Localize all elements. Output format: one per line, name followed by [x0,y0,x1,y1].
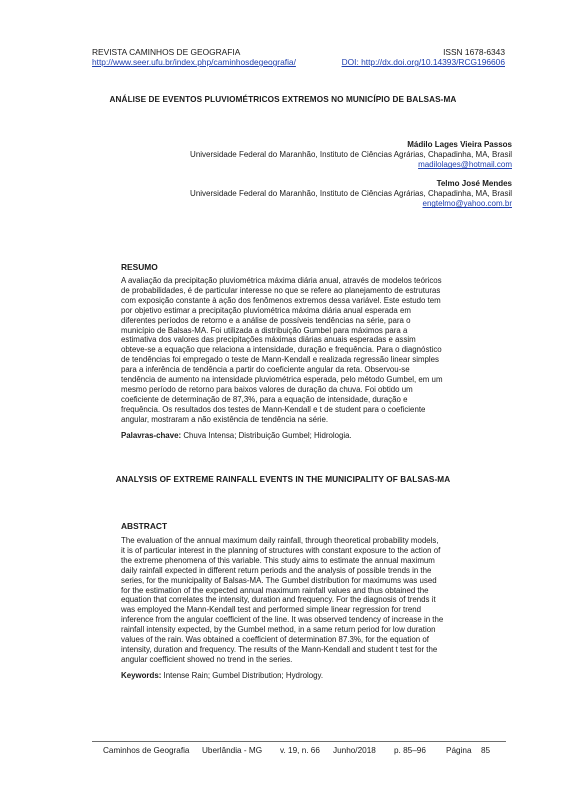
text-line: was employed the Mann-Kendall test and performed simple linear regression for trend [121,605,421,615]
text-line: series, for the municipality of Balsas-MA. The Gumbel distribution for maximums was used [121,575,437,585]
abstract-keywords [121,671,513,681]
text-line: A avaliação da precipitação pluviométrica máxima diária anual, através de modelos teóricos [121,276,442,285]
text-line: equation that correlates the intensity, duration and frequency. For the diagnosis of trends it [121,595,436,605]
text-line: for the estimation of the expected annual maximum rainfall values and thus obtained the [121,585,429,595]
text-line: de probabilidades, é de particular interesse no que se refere ao planejamento de estruturas [121,285,441,295]
author-block-1 [190,140,512,171]
footer-volume: v. 19, n. 66 [280,746,320,755]
abstract-body [121,536,513,665]
keywords-text: Chuva Intensa; Distribuição Gumbel; Hidrologia. [183,431,352,440]
resumo-body [121,276,513,425]
text-line: angular coefficient showed no trend in the series. [121,654,293,664]
text-line: it is of particular interest in the planning of structures with constant exposure to the action of [121,545,441,555]
abstract-heading: ABSTRACT [121,521,168,531]
doi-link[interactable]: DOI: http://dx.doi.org/10.14393/RCG196606 [341,57,505,67]
footer-date: Junho/2018 [333,746,376,755]
resumo-heading: RESUMO [121,262,158,272]
text-line: estimativa dos valores das precipitações máximas diárias anuais esperadas e assim [121,335,416,345]
text-line: coeficiente de determinação de 87,3%, para a equação de intensidade, duração e [121,394,408,404]
text-line: tendência de aumento na intensidade pluviométrica esperada, pelo método Gumbel, em um [121,375,443,385]
keywords-text: Intense Rain; Gumbel Distribution; Hydrology. [163,671,324,680]
text-line: angular, mostraram a não existência de tendência na série. [121,414,329,424]
text-line: com exposição constante à ação dos fenômenos extremos dessa variável. Este estudo tem [121,295,441,305]
article-title-pt: ANÁLISE DE EVENTOS PLUVIOMÉTRICOS EXTREMOS NO MUNICÍPIO DE BALSAS-MA [109,95,457,104]
text-line: obteve-se a equação que relaciona a intensidade, duração e frequência. Para o diagnóstico [121,345,442,355]
text-line: frequência. Os resultados dos testes de Mann-Kendall e t de student para o coeficiente [121,404,426,414]
text-line: de tendências foi empregado o teste de Mann-Kendall e realizada regressão linear simples [121,355,440,365]
text-line: município de Balsas-MA. Foi utilizada a distribuição Gumbel para máximos para a [121,325,408,335]
footer-page-label: Página [446,746,472,755]
journal-name: REVISTA CAMINHOS DE GEOGRAFIA [92,47,241,57]
author-name: Mádilo Lages Vieira Passos [407,140,512,149]
text-line: diferentes períodos de retorno e a análise de possíveis tendências na série, para o [121,315,411,325]
text-line: intensity, duration and frequency. The results of the Mann-Kendall and student t test for the [121,644,438,654]
resumo-keywords [121,431,513,441]
article-title-en: ANALYSIS OF EXTREME RAINFALL EVENTS IN THE MUNICIPALITY OF BALSAS-MA [115,475,451,484]
text-line: values of the rain. Was obtained a coefficient of determination 87.3%, for the equation of [121,635,429,645]
keywords-label: Palavras-chave: [121,431,182,440]
footer-pages: p. 85–96 [394,746,426,755]
footer-journal: Caminhos de Geografia [103,746,190,755]
author-email-link[interactable]: engtelmo@yahoo.com.br [422,199,512,209]
author-block-2 [190,179,512,210]
author-affiliation: Universidade Federal do Maranhão, Instituto de Ciências Agrárias, Chapadinha, MA, Brasil [190,189,512,199]
text-line: the extreme phenomena of this variable. This study aims to estimate the annual maximum [121,555,435,565]
text-line: para a inferência de tendência a partir do coeficiente angular da reta. Observou-se [121,365,410,375]
text-line: inference from the angular coefficient of the line. It was observed tendency of increase in the [121,615,444,625]
journal-url-link[interactable]: http://www.seer.ufu.br/index.php/caminhosdegeografia/ [92,57,296,67]
footer-divider [92,741,506,742]
author-name: Telmo José Mendes [436,179,512,188]
keywords-label: Keywords: [121,671,162,680]
text-line: The evaluation of the annual maximum daily rainfall, through theoretical probability models, [121,536,439,545]
footer-page-number: 85 [481,746,491,755]
text-line: rainfall intensity expected, by the Gumbel method, in a same return period for low duration [121,625,436,635]
footer-city: Uberlândia - MG [202,746,263,755]
text-line: daily rainfall expected in different return periods and the analysis of possible trends in the [121,565,432,575]
text-line: mesmo período de retorno para baixos valores de duração da chuva. Foi obtido um [121,384,413,394]
author-affiliation: Universidade Federal do Maranhão, Instituto de Ciências Agrárias, Chapadinha, MA, Brasil [190,150,512,160]
author-email-link[interactable]: madilolages@hotmail.com [418,160,512,170]
text-line: por objetivo estimar a precipitação pluviométrica máxima diária anual esperada em [121,305,411,315]
issn: ISSN 1678-6343 [443,47,505,57]
